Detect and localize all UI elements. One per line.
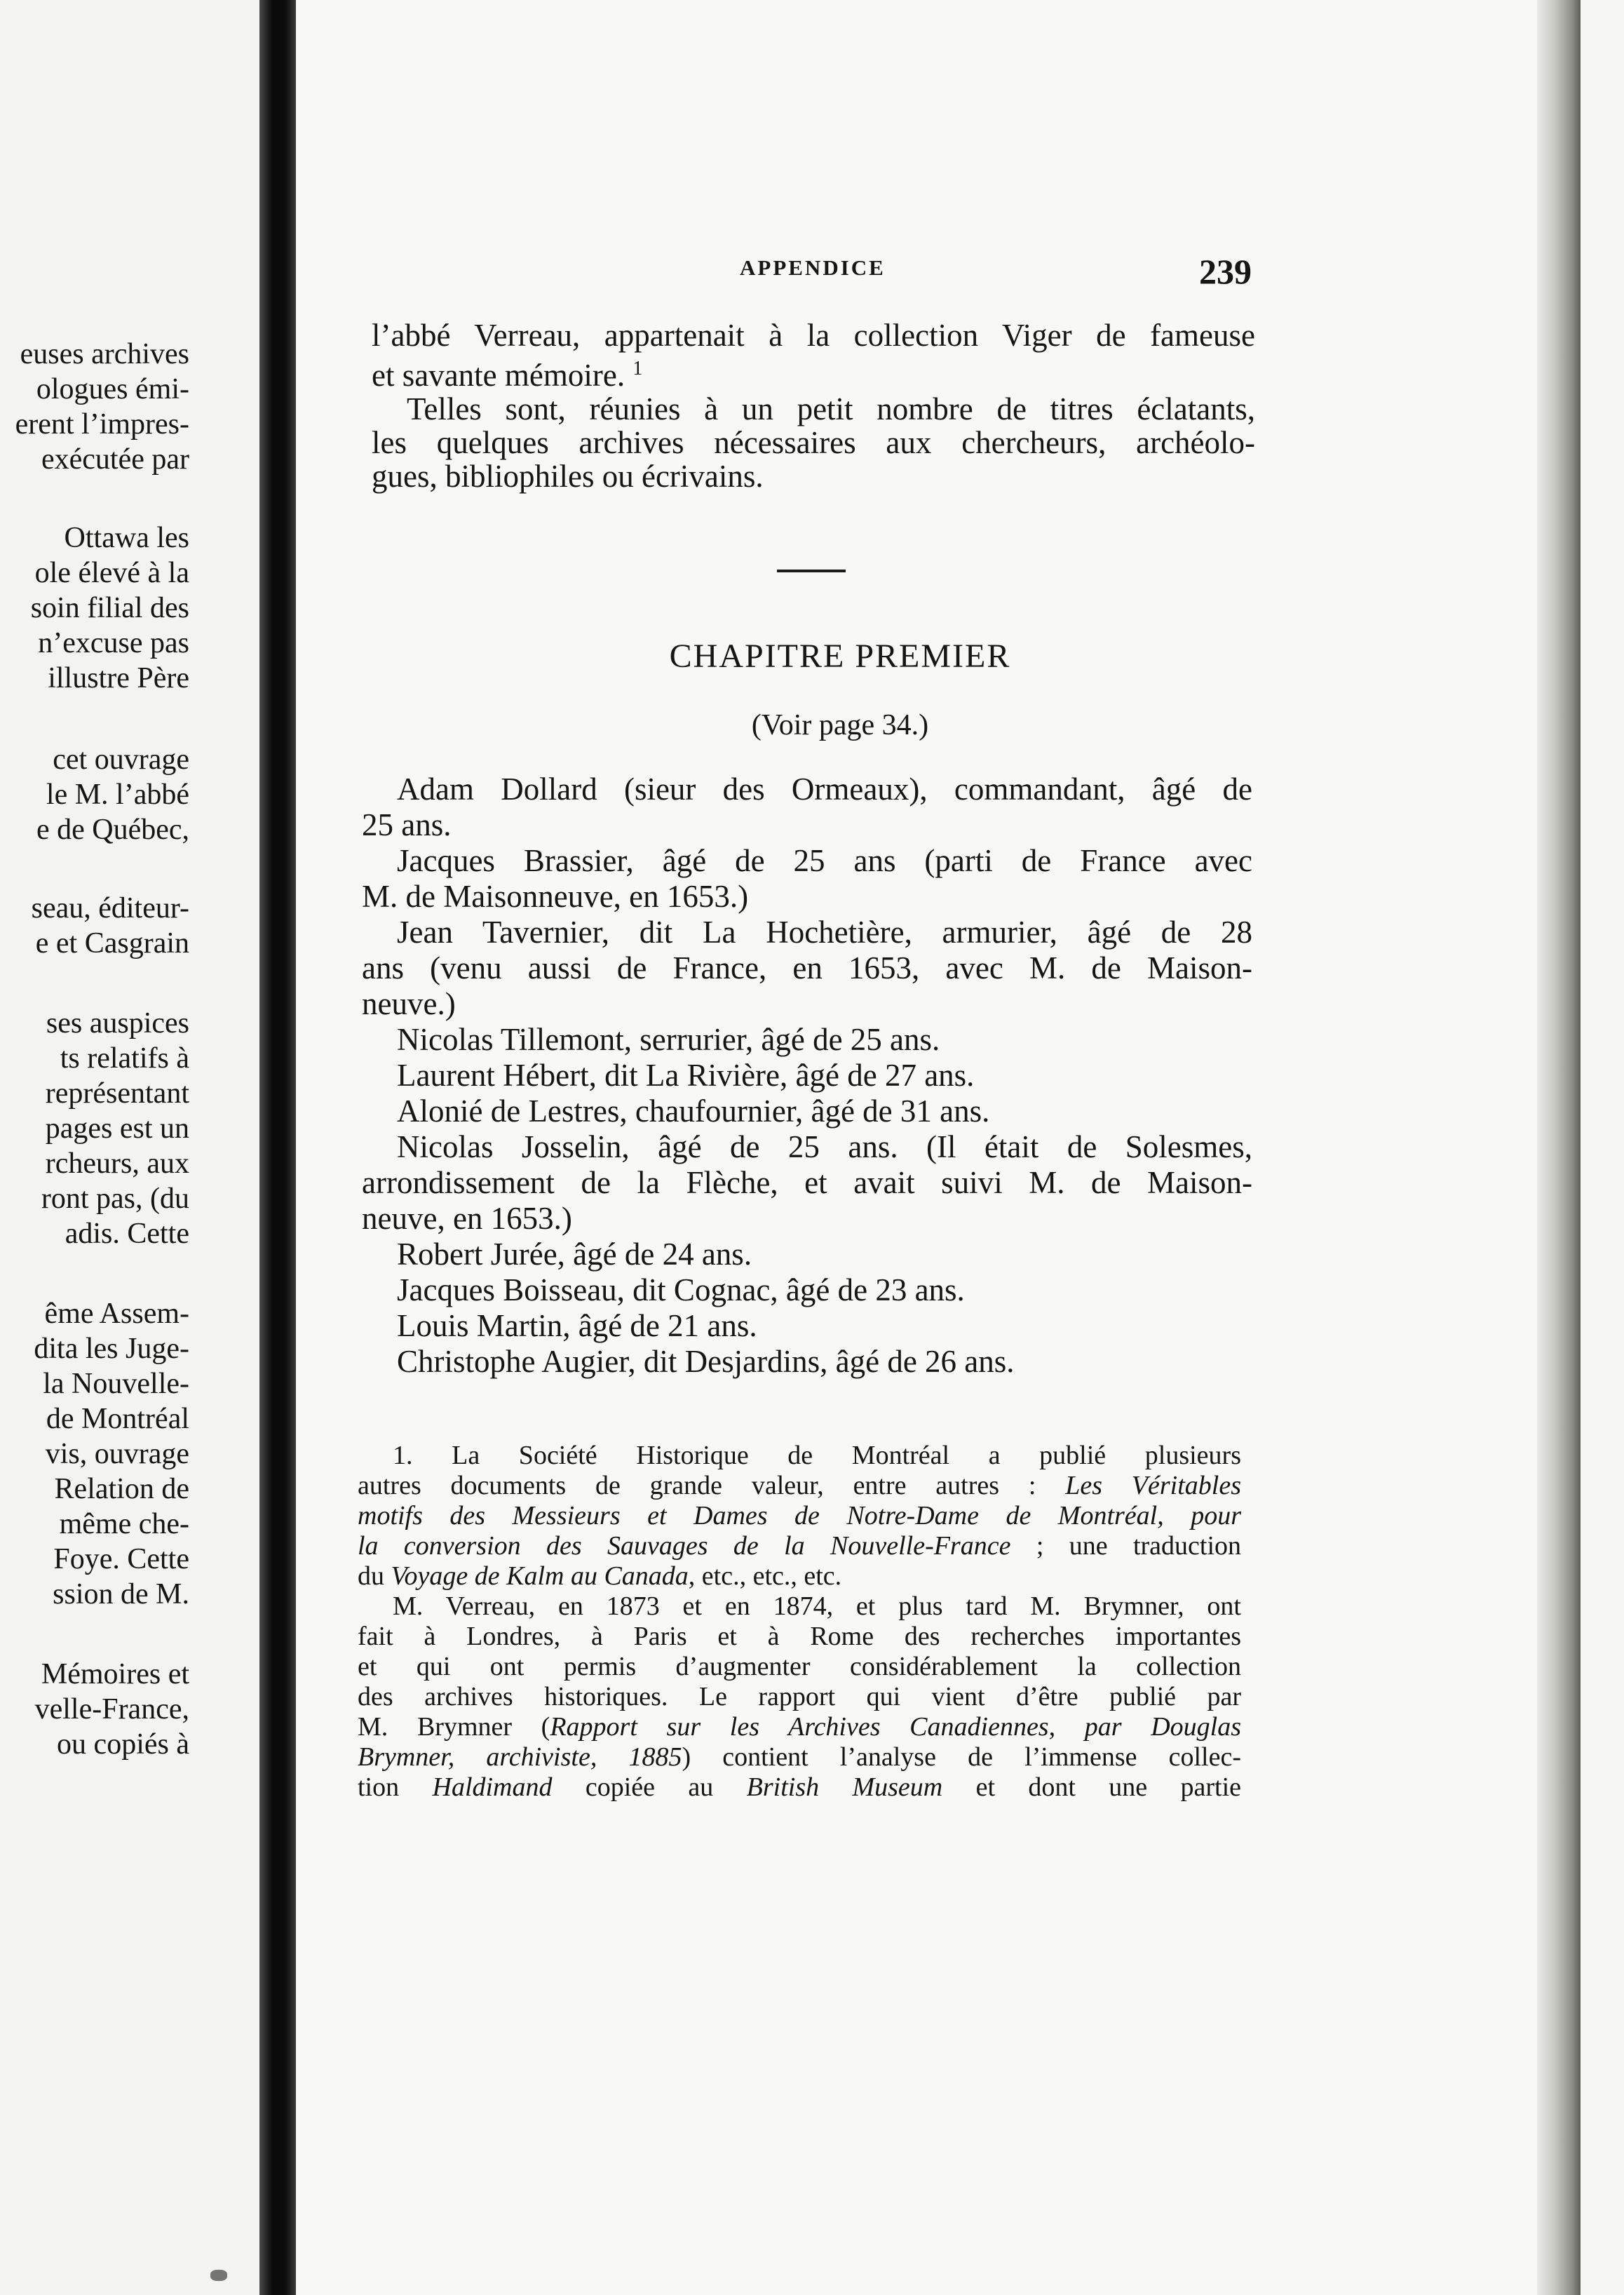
- roster-line: Christophe Augier, dit Desjardins, âgé de 26 ans.: [397, 1344, 1015, 1379]
- footnote-title: Les Véritables: [1065, 1471, 1242, 1500]
- body-line: [372, 352, 1255, 392]
- left-page-line: illustre Père: [48, 662, 189, 694]
- roster-line: Nicolas Tillemont, serrurier, âgé de 25 ans.: [397, 1022, 940, 1057]
- body-line: Telles sont, réunies à un petit nombre de titres éclatants,: [407, 391, 1255, 426]
- footnote: [358, 1441, 1241, 1803]
- footnote-text: et dont une partie: [975, 1772, 1242, 1802]
- roster-entry: [362, 843, 1252, 915]
- section-divider: [777, 570, 846, 572]
- left-page-line: même che-: [59, 1508, 189, 1540]
- body-line: les quelques archives nécessaires aux chercheurs, archéolo-: [372, 425, 1255, 460]
- roster-entry: [362, 1344, 1252, 1380]
- left-page-line: la Nouvelle-: [43, 1368, 189, 1400]
- footnote-line: M. Verreau, en 1873 et en 1874, et plus tard M. Brymner, ont: [393, 1591, 1241, 1621]
- roster-line: Robert Jurée, âgé de 24 ans.: [397, 1237, 752, 1272]
- footnote-line: [358, 1471, 1241, 1501]
- left-page-line: euses archives: [20, 338, 189, 370]
- page-number: 239: [1199, 252, 1252, 291]
- left-page-line: n’excuse pas: [38, 627, 189, 659]
- footnote-title: Voyage de Kalm au Canada: [391, 1561, 689, 1591]
- roster-entry: [362, 1308, 1252, 1344]
- page-edge: [1537, 0, 1581, 2295]
- roster-line: Jean Tavernier, dit La Hochetière, armurier, âgé de 28: [397, 915, 1252, 950]
- left-page-line: le M. l’abbé: [46, 779, 189, 811]
- body-line-text: et savante mémoire.: [372, 358, 625, 393]
- footnote-line: [358, 1531, 1241, 1561]
- footnote-text: M. Brymner (: [358, 1712, 550, 1742]
- footnote-marker: 1: [632, 358, 643, 379]
- roster-line: arrondissement de la Flèche, et avait suivi M. de Maison-: [362, 1165, 1252, 1200]
- body-line: gues, bibliophiles ou écrivains.: [372, 459, 764, 494]
- footnote-line: des archives historiques. Le rapport qui vient d’être publié par: [358, 1682, 1241, 1711]
- left-page-line: pages est un: [45, 1112, 189, 1145]
- left-page-line: e et Casgrain: [35, 927, 189, 960]
- left-page-line: ologues émi-: [36, 373, 189, 405]
- roster-line: 25 ans.: [362, 807, 452, 842]
- left-page-line: de Montréal: [46, 1403, 189, 1435]
- roster-line: Laurent Hébert, dit La Rivière, âgé de 27 ans.: [397, 1058, 975, 1093]
- left-page-line: soin filial des: [30, 592, 189, 624]
- body-text: [372, 318, 1255, 493]
- footnote-text: tion: [358, 1772, 400, 1802]
- chapter-title: CHAPITRE PREMIER: [669, 638, 1011, 675]
- roster-entry: [362, 915, 1252, 1022]
- roster-entry: [362, 1093, 1252, 1129]
- left-facing-page: [0, 0, 259, 2295]
- footnote-line: 1. La Société Historique de Montréal a publié plusieurs: [393, 1441, 1241, 1470]
- roster-line: neuve, en 1653.): [362, 1201, 572, 1236]
- footnote-line: [358, 1772, 1241, 1803]
- roster-entry: [362, 1272, 1252, 1308]
- book-gutter: [259, 0, 296, 2295]
- chapter-reference: (Voir page 34.): [751, 709, 929, 741]
- roster-line: Adam Dollard (sieur des Ormeaux), commandant, âgé de: [397, 772, 1252, 807]
- roster-line: Louis Martin, âgé de 21 ans.: [397, 1308, 757, 1343]
- roster-line: Alonié de Lestres, chaufournier, âgé de 31 ans.: [397, 1093, 990, 1129]
- roster-entry: [362, 1022, 1252, 1058]
- left-page-line: e de Québec,: [36, 814, 189, 846]
- footnote-line: [358, 1561, 1241, 1591]
- footnote-title: Brymner, archiviste, 1885: [358, 1742, 682, 1772]
- footnote-line: [358, 1742, 1241, 1772]
- scan-smudge: [210, 2270, 227, 2281]
- left-page-line: dita les Juge-: [34, 1333, 189, 1365]
- roster-line: Nicolas Josselin, âgé de 25 ans. (Il était de Solesmes,: [397, 1129, 1252, 1164]
- left-page-line: ole élevé à la: [34, 557, 189, 589]
- footnote-text: , etc., etc., etc.: [688, 1561, 842, 1591]
- roster-line: M. de Maisonneuve, en 1653.): [362, 879, 749, 914]
- left-page-line: ts relatifs à: [60, 1042, 189, 1075]
- roster-entry: [362, 1237, 1252, 1272]
- roster-line: neuve.): [362, 986, 456, 1021]
- left-page-line: exécutée par: [41, 443, 189, 476]
- left-page-line: cet ouvrage: [53, 743, 189, 776]
- footnote-line: et qui ont permis d’augmenter considérablement la collection: [358, 1652, 1241, 1681]
- roster-entry: [362, 772, 1252, 843]
- footnote-text: ; une traduction: [1036, 1531, 1242, 1561]
- running-head: APPENDICE: [740, 255, 886, 280]
- left-page-line: ssion de M.: [53, 1578, 189, 1610]
- roster-line: Jacques Boisseau, dit Cognac, âgé de 23 ans.: [397, 1272, 965, 1307]
- left-page-line: seau, éditeur-: [31, 892, 189, 924]
- left-page-line: erent l’impres-: [15, 408, 189, 440]
- left-page-line: Mémoires et: [41, 1658, 189, 1690]
- roster-entry: [362, 1058, 1252, 1093]
- footnote-title: Rapport sur les Archives Canadiennes, par Douglas: [550, 1712, 1241, 1742]
- roster-list: [362, 772, 1252, 1380]
- left-page-line: ses auspices: [46, 1007, 189, 1039]
- body-line: l’abbé Verreau, appartenait à la collection Viger de fameuse: [372, 318, 1255, 353]
- roster-line: ans (venu aussi de France, en 1653, avec M. de Maison-: [362, 950, 1252, 985]
- footnote-title: Haldimand: [432, 1772, 553, 1802]
- roster-entry: [362, 1129, 1252, 1237]
- left-page-line: ême Assem-: [44, 1298, 189, 1330]
- left-page-line: adis. Cette: [65, 1218, 189, 1250]
- footnote-text: du: [358, 1561, 384, 1591]
- footnote-text: ) contient l’analyse de l’immense collec-: [682, 1742, 1241, 1772]
- left-page-line: représentant: [45, 1077, 189, 1110]
- footnote-text: autres documents de grande valeur, entre autres :: [358, 1471, 1036, 1500]
- footnote-text: copiée au: [585, 1772, 714, 1802]
- left-page-line: rcheurs, aux: [45, 1148, 189, 1180]
- footnote-title: British Museum: [746, 1772, 943, 1802]
- left-page-line: vis, ouvrage: [45, 1438, 189, 1470]
- footnote-line: motifs des Messieurs et Dames de Notre-Dame de Montréal, pour: [358, 1501, 1241, 1530]
- left-page-line: Ottawa les: [64, 522, 189, 554]
- footnote-line: [358, 1712, 1241, 1742]
- left-page-line: velle-France,: [34, 1693, 189, 1725]
- footnote-line: fait à Londres, à Paris et à Rome des recherches importantes: [358, 1622, 1241, 1651]
- roster-line: Jacques Brassier, âgé de 25 ans (parti de France avec: [397, 843, 1252, 878]
- left-page-line: ront pas, (du: [41, 1183, 189, 1215]
- left-page-line: ou copiés à: [57, 1728, 189, 1761]
- footnote-title: la conversion des Sauvages de la Nouvelle-France: [358, 1531, 1011, 1561]
- left-page-line: Relation de: [54, 1473, 189, 1505]
- left-page-line: Foye. Cette: [53, 1543, 189, 1575]
